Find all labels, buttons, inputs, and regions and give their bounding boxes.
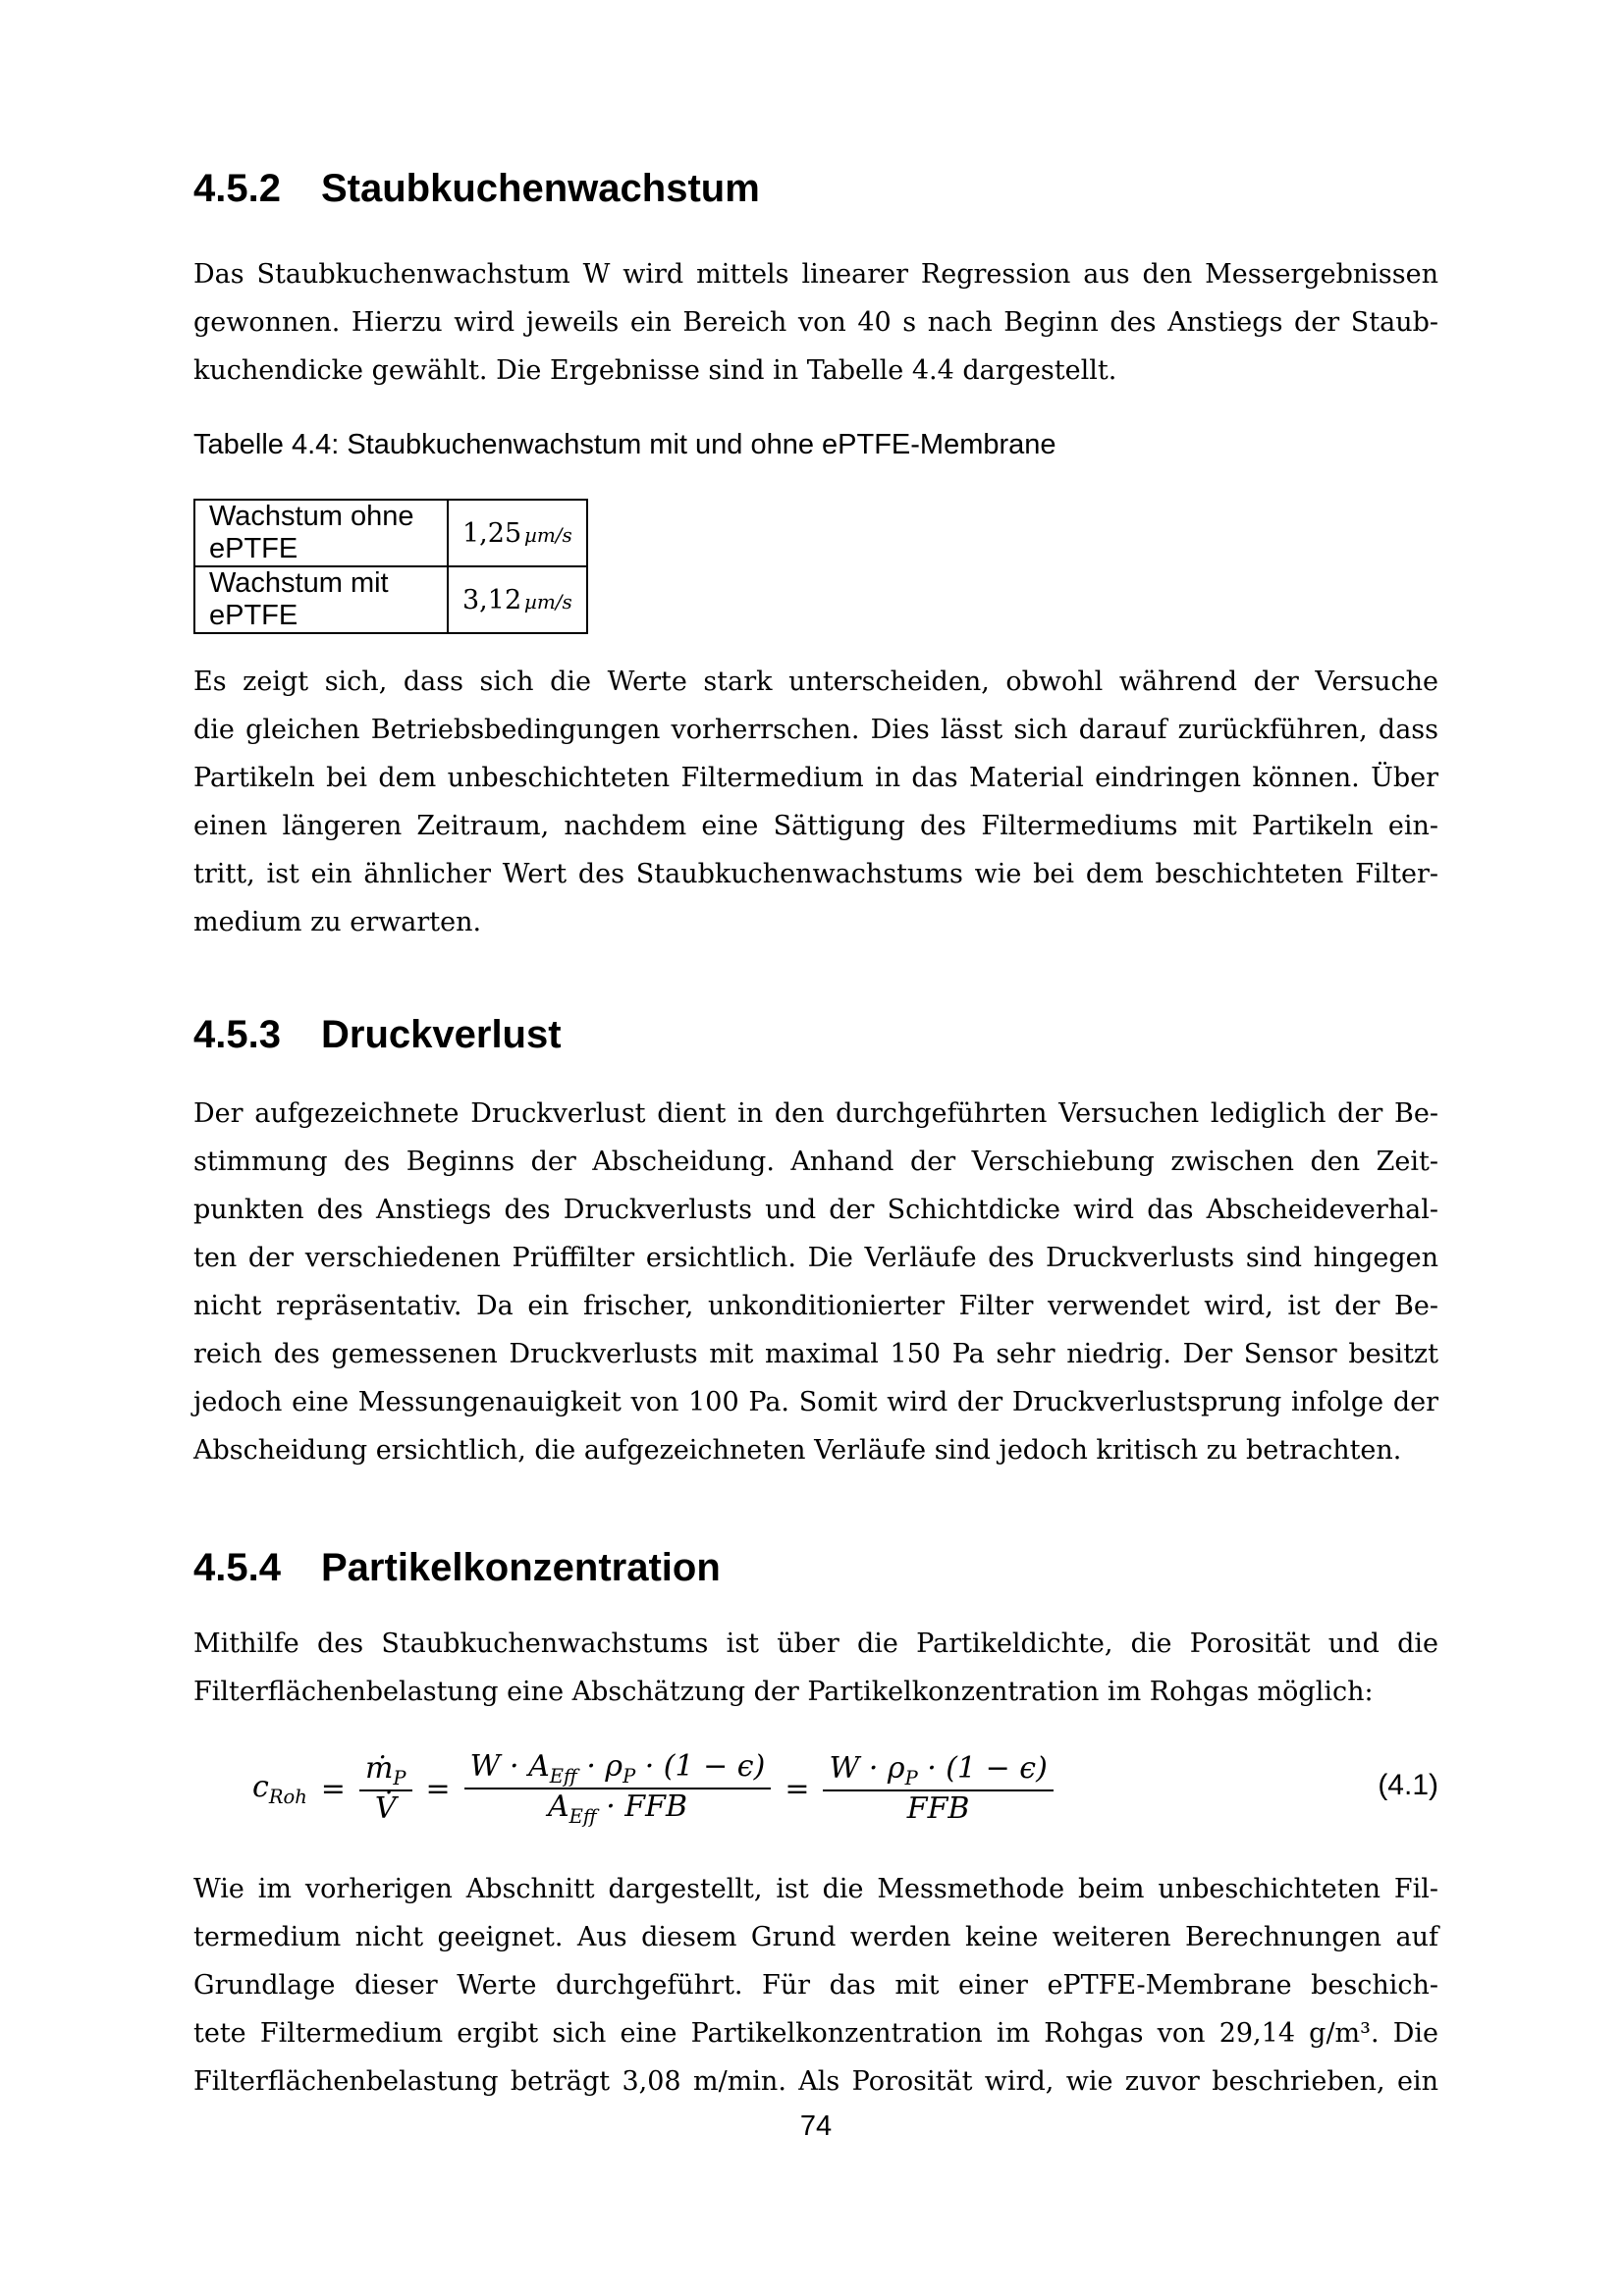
paragraph-druckverlust (193, 1090, 1438, 1474)
section-heading-4-5-2 (193, 167, 760, 211)
text-line: tete Filtermedium ergibt sich eine Partikelkonzentration im Rohgas von 29,14 g/m³. Die (193, 2018, 1438, 2049)
text-line: kuchendicke gewählt. Die Ergebnisse sind in Tabelle 4.4 dargestellt. (193, 355, 1117, 386)
text-line: stimmung des Beginns der Abscheidung. Anhand der Verschiebung zwischen den Zeit- (193, 1147, 1438, 1177)
paragraph-staubkuchenwachstum (193, 250, 1438, 395)
eq-term: ṁ (364, 1751, 394, 1786)
eq-numerator (464, 1749, 772, 1789)
text-line: Das Staubkuchenwachstum W wird mittels linearer Regression aus den Messergebnissen (193, 259, 1438, 290)
eq-fraction-2 (464, 1749, 772, 1828)
eq-lhs-symbol: c (252, 1769, 269, 1804)
text-line: gewonnen. Hierzu wird jeweils ein Bereich von 40 s nach Beginn des Anstiegs der Staub- (193, 307, 1438, 338)
value-unit: µm/s (523, 589, 572, 614)
table-row (194, 500, 587, 566)
text-line: Filterflächenbelastung eine Abschätzung der Partikelkonzentration im Rohgas möglich: (193, 1677, 1374, 1707)
section-heading-4-5-3 (193, 1013, 562, 1057)
text-line: Wie im vorherigen Abschnitt dargestellt, ist die Messmethode beim unbeschichteten Fil- (193, 1874, 1438, 1904)
section-title: Druckverlust (321, 1013, 562, 1056)
eq-denominator: FFB (906, 1791, 970, 1826)
section-number: 4.5.2 (193, 167, 281, 210)
section-title: Partikelkonzentration (321, 1546, 721, 1589)
eq-lhs-sub: Roh (268, 1785, 307, 1808)
paragraph-partikelkonzentration-intro (193, 1620, 1438, 1716)
value-unit: µm/s (523, 522, 572, 547)
eq-sub: P (623, 1765, 636, 1788)
section-number: 4.5.4 (193, 1546, 281, 1589)
text-line: Grundlage dieser Werte durchgeführt. Für das mit einer ePTFE-Membrane beschich- (193, 1970, 1438, 2001)
eq-term: · (1 − ϵ) (635, 1749, 766, 1784)
eq-numerator (359, 1751, 412, 1791)
eq-term: · ρ (576, 1749, 623, 1784)
table-cell-label: Wachstum ohne ePTFE (194, 500, 448, 566)
text-line: termedium nicht geeignet. Aus diesem Grund werden keine weiteren Berechnungen auf (193, 1922, 1438, 1952)
eq-sub: Eff (568, 1805, 597, 1828)
eq-equals: = (320, 1771, 346, 1806)
text-line: ten der verschiedenen Prüffilter ersichtlich. Die Verläufe des Druckverlusts sind hingegen (193, 1243, 1438, 1273)
eq-fraction-3 (823, 1751, 1053, 1826)
eq-term: · FFB (596, 1789, 687, 1824)
eq-fraction-1 (359, 1751, 412, 1826)
equation-body (252, 1739, 1054, 1838)
value-number: 3,12 (462, 584, 522, 615)
text-line: punkten des Anstiegs des Druckverlusts und der Schichtdicke wird das Abscheideverhal- (193, 1195, 1438, 1225)
section-title: Staubkuchenwachstum (321, 167, 760, 210)
text-line: jedoch eine Messungenauigkeit von 100 Pa. Somit wird der Druckverlustsprung infolge der (193, 1387, 1438, 1417)
eq-lhs (252, 1770, 307, 1808)
eq-sub: Eff (549, 1765, 577, 1788)
text-line: einen längeren Zeitraum, nachdem eine Sättigung des Filtermediums mit Partikeln ein- (193, 811, 1438, 841)
section-number: 4.5.3 (193, 1013, 281, 1056)
paragraph-partikelkonzentration (193, 1865, 1438, 2106)
eq-denominator (464, 1789, 772, 1828)
eq-term: W · A (469, 1749, 550, 1784)
equation-number: (4.1) (1378, 1769, 1438, 1801)
section-heading-4-5-4 (193, 1546, 721, 1590)
eq-sub: P (904, 1767, 918, 1789)
text-line: Mithilfe des Staubkuchenwachstums ist über die Partikeldichte, die Porosität und die (193, 1629, 1438, 1659)
eq-equals: = (785, 1771, 810, 1806)
eq-equals: = (425, 1771, 451, 1806)
value-number: 1,25 (462, 517, 522, 549)
equation-4-1 (252, 1739, 1438, 1847)
text-line: reich des gemessenen Druckverlusts mit maximal 150 Pa sehr niedrig. Der Sensor besitzt (193, 1339, 1438, 1369)
eq-term: W · ρ (829, 1751, 905, 1786)
text-line: Filterflächenbelastung beträgt 3,08 m/min. Als Porosität wird, wie zuvor beschrieben, ein (193, 2066, 1438, 2097)
page-number: 74 (799, 2110, 833, 2142)
eq-term: · (1 − ϵ) (917, 1751, 1048, 1786)
eq-numerator (823, 1751, 1053, 1791)
text-line: nicht repräsentativ. Da ein frischer, unkonditionierter Filter verwendet wird, ist der Be- (193, 1291, 1438, 1321)
text-line: Es zeigt sich, dass sich die Werte stark unterscheiden, obwohl während der Versuche (193, 667, 1438, 697)
text-line: medium zu erwarten. (193, 907, 482, 937)
growth-table (193, 499, 588, 634)
text-line: die gleichen Betriebsbedingungen vorherrschen. Dies lässt sich darauf zurückführen, dass (193, 715, 1438, 745)
eq-sub: P (393, 1767, 406, 1789)
eq-denominator: V̇ (374, 1791, 397, 1826)
paragraph-comparison (193, 658, 1438, 946)
text-line: Abscheidung ersichtlich, die aufgezeichneten Verläufe sind jedoch kritisch zu betrachten. (193, 1435, 1402, 1466)
eq-term: A (547, 1789, 569, 1824)
table-caption: Tabelle 4.4: Staubkuchenwachstum mit und ohne ePTFE-Membrane (193, 429, 1056, 460)
table-cell-value (448, 566, 587, 633)
table-cell-value (448, 500, 587, 566)
text-line: Partikeln bei dem unbeschichteten Filtermedium in das Material eindringen können. Über (193, 763, 1438, 793)
text-line: tritt, ist ein ähnlicher Wert des Staubkuchenwachstums wie bei dem beschichteten Filter- (193, 859, 1438, 889)
text-line: Der aufgezeichnete Druckverlust dient in den durchgeführten Versuchen lediglich der Be- (193, 1098, 1438, 1129)
table-cell-label: Wachstum mit ePTFE (194, 566, 448, 633)
table-row (194, 566, 587, 633)
